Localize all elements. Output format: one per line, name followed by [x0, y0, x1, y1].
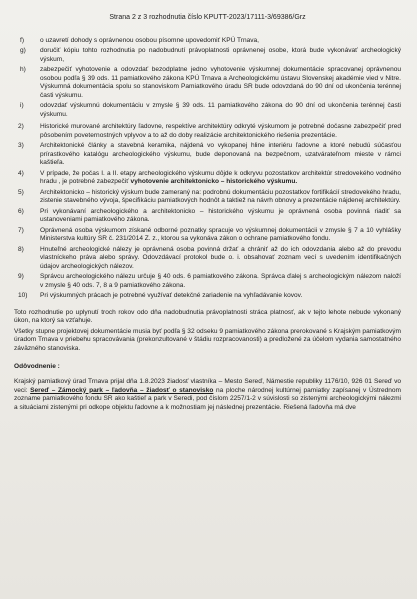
numbered-item-4: [14, 170, 401, 187]
validity-paragraph: Toto rozhodnutie po uplynutí troch rokov odo dňa nadobudnutia právoplatnosti stráca platnosť, ak v tejto lehote nebude vykonaný úkon, na ktorý sa vzťahuje.: [14, 308, 401, 324]
sub-item-f: [14, 37, 401, 46]
sub-item-letter: g): [20, 47, 26, 54]
numbered-item-10: [14, 292, 401, 301]
sub-item-text: zabezpečiť vyhotovenie a odovzdať bezodplatne jedno vyhotovenie výskumnej dokumentácie spracovanej oprávnenou osobou podľa § 39 ods. 11 pamiatkového zákona KPÚ Trnava a Archeologickému ústavu Slovenskej akadémie vied v Nitre. Výskumná dokumentácia spolu so stanoviskom Pamiatkového úradu SR bude odovzdaná do 90 dní od ukončenia terénnej časti výskumu.: [40, 66, 401, 99]
sub-item-text: doručiť kópiu tohto rozhodnutia po nadobudnutí právoplatnosti oprávnenej osobe, ktorá bude vykonávať archeologický výskum,: [40, 47, 401, 63]
item-text: Architektonicko – historický výskum bude zameraný na: podrobnú dokumentáciu pozostatkov fortifikácií stredovekého hradu, zistenie stavebného vývoja, špecifikáciu pamiatkových hodnôt a taktiež na návrh obnovy a prezentácie nájdenej architektúry.: [40, 188, 401, 204]
sub-item-letter: f): [20, 36, 24, 44]
item-text: Hnuteľné archeologické nálezy je oprávnená osoba povinná držať a chrániť až do ich odovzdania alebo až do prevodu vlastníckeho práva alebo správy. Odovzdávací protokol bude o. i. obsahovať zoznam vecí s uvedením identifikačných údajov archeologických nálezov.: [40, 245, 401, 270]
sub-item-i: [14, 102, 401, 119]
project-documentation-paragraph: Všetky stupne projektovej dokumentácie musia byť podľa § 32 odseku 9 pamiatkového zákona prerokované s Krajským pamiatkovým úradom Trnava v priebehu spracovávania (prekonzultované v štádiu rozpracovanosti) a predložené za účelom vydania samostatného záväzného stanoviska.: [14, 327, 401, 352]
reasoning-heading: Odôvodnenie :: [14, 363, 60, 370]
reasoning-text-rest: na ploche národnej kultúrnej pamiatky zapísanej v Ústrednom zozname pamiatkového fondu SR ako kaštieľ a park v Seredi, pod číslom 2257/1-2 v súvislosti so zistenými archeologickými nálezmi a situáciami zistenými pri odkope objektu ľadovne a k možnostiam jej následnej prezentácie. Riešená ľadovňa má dve: [14, 386, 402, 411]
sub-item-h: [14, 66, 401, 100]
item-number: 9): [18, 273, 24, 280]
item-text: Architektonické články a stavebná keramika, nájdená vo vykopanej hline interiéru ľadovne a ktoré nebudú súčasťou prírastkového katalógu archeologického výskumu, bude deponovaná na bezpečnom, uzatvárateľnom mieste v rámci kaštieľa.: [40, 142, 401, 166]
reasoning-text-start: Krajský pamiatkový úrad Trnava prijal dňa 1.8.2023 žiadosť vlastníka – Mesto Sereď, Námestie republiky 1176/10, 926 01 Sereď vo veci:: [14, 378, 401, 394]
item-text: Historické murované architektúry ľadovne, respektíve architektúry odkryté výskumom je potrebné dočasne zabezpečiť pred pôsobením poveternostných vplyvov a to až do doby realizácie architektonického riešenia prezentácie.: [40, 123, 401, 139]
page-header: Strana 2 z 3 rozhodnutia číslo KPUTT-2023/17111-3/69386/Grz: [109, 14, 306, 21]
item-text-bold: vyhotovenie architektonicko – historického výskumu.: [130, 178, 298, 185]
numbered-item-5: [14, 189, 401, 206]
numbered-item-9: [14, 273, 401, 290]
item-text: Oprávnená osoba výskumom získané odborné poznatky spracuje vo výskumnej dokumentácii v zmysle § 7 a 10 vyhlášky Ministerstva kultúry SR č. 231/2014 Z. z., ktorou sa vykonáva zákon o ochrane pamiatkového fondu.: [40, 226, 401, 242]
item-number: 3): [18, 142, 24, 149]
sub-item-text: odovzdať výskumnú dokumentáciu v zmysle § 39 ods. 11 pamiatkového zákona do 90 dní od ukončenia terénnej časti výskumu.: [40, 102, 401, 118]
sub-item-letter: h): [20, 66, 26, 73]
sub-item-letter: i): [20, 102, 24, 109]
item-number: 7): [18, 226, 24, 234]
numbered-item-7: [14, 227, 401, 244]
numbered-item-2: [14, 123, 401, 140]
reasoning-paragraph: [14, 378, 401, 412]
item-text: Pri vykonávaní archeologického a architektonicko – historického výskumu je oprávnená osoba povinná riadiť sa ustanoveniami pamiatkového zákona.: [40, 207, 401, 223]
item-number: 8): [18, 245, 24, 253]
item-text-regular: V prípade, že počas I. a II. etapy archeologického výskumu dôjde k odkryvu pozostatkov architektúr stredovekého vodného hradu , je potrebné zabezpečiť: [40, 169, 401, 185]
item-text: Správcu archeologického nálezu určuje § 40 ods. 6 pamiatkového zákona. Správca ďalej s archeologickým nálezom naloží v zmysle § 40 ods. 7, 8 a 9 pamiatkového zákona.: [40, 273, 401, 289]
numbered-item-3: [14, 142, 401, 168]
item-number: 4): [18, 169, 24, 177]
sub-item-list: [14, 37, 401, 120]
item-number: 10): [18, 292, 28, 299]
sub-item-text: o uzavretí dohody s oprávnenou osobou písomne upovedomiť KPÚ Trnava,: [40, 36, 260, 44]
reasoning-subject: Sereď – Zámocký park – ľadovňa – žiadosť o stanovisko: [30, 386, 214, 394]
item-number: 2): [18, 123, 24, 130]
item-text: [40, 170, 401, 187]
item-number: 6): [18, 207, 24, 215]
numbered-item-8: [14, 246, 401, 272]
item-text: Pri výskumných prácach je potrebné využívať detekčné zariadenie na vyhľadávanie kovov.: [40, 292, 303, 299]
numbered-item-6: [14, 208, 401, 225]
sub-item-g: [14, 47, 401, 64]
item-number: 5): [18, 188, 24, 196]
numbered-list: [14, 123, 401, 301]
